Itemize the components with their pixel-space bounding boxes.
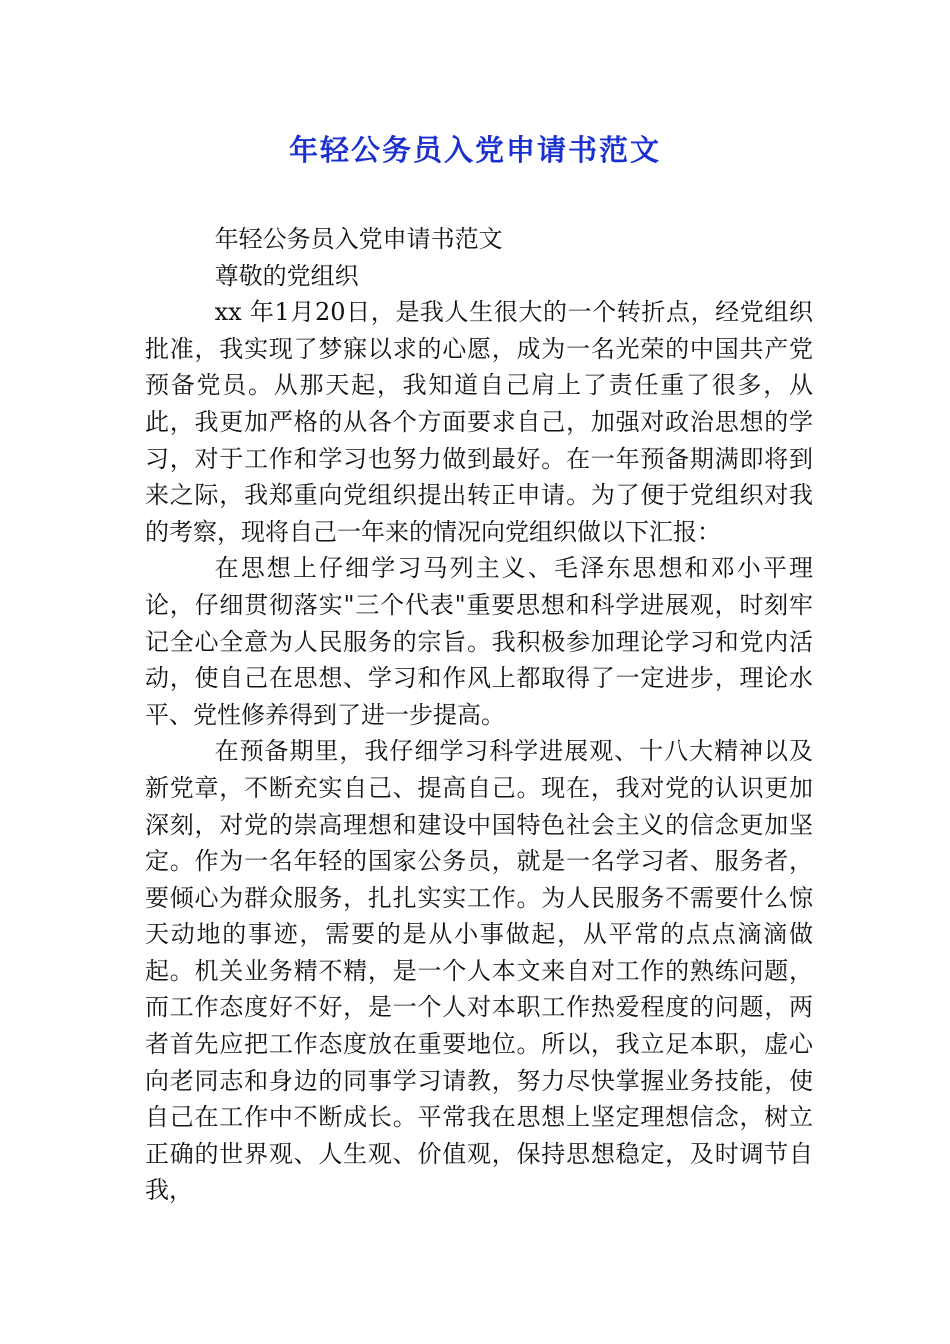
paragraph-ideology: 在思想上仔细学习马列主义、毛泽东思想和邓小平理论，仔细贯彻落实"三个代表"重要思想和科学进展观，时刻牢记全心全意为人民服务的宗旨。我积极参加理论学习和党内活动，使自己在思想、学习和作风上都取得了一定进步，理论水平、党性修养得到了进一步提高。 [145,554,813,729]
paragraph-heading: 年轻公务员入党申请书范文 [214,225,503,253]
paragraph-salutation: 尊敬的党组织 [214,261,359,290]
paragraph-probation: 在预备期里，我仔细学习科学进展观、十八大精神以及新党章，不断充实自己、提高自己。现在，我对党的认识更加深刻，对党的崇高理想和建设中国特色社会主义的信念更加坚定。作为一名年轻的国家公务员，就是一名学习者、服务者，要倾心为群众服务，扎扎实实工作。为人民服务不需要什么惊天动地的事迹，需要的是从小事做起，从平常的点点滴滴做起。机关业务精不精，是一个人本文来自对工作的熟练问题，而工作态度好不好，是一个人对本职工作热爱程度的问题，两者首先应把工作态度放在重要地位。所以，我立足本职，虚心向老同志和身边的同事学习请教，努力尽快掌握业务技能，使自己在工作中不断成长。平常我在思想上坚定理想信念，树立正确的世界观、人生观、价值观，保持思想稳定，及时调节自我， [145,737,813,1205]
document-title: 年轻公务员入党申请书范文 [288,133,661,167]
document-body [145,221,813,1209]
paragraph-intro: xx 年1月20日，是我人生很大的一个转折点，经党组织批准，我实现了梦寐以求的心愿，成为一名光荣的中国共产党预备党员。从那天起，我知道自己肩上了责任重了很多，从此，我更加严格的从各个方面要求自己，加强对政治思想的学习，对于工作和学习也努力做到最好。在一年预备期满即将到来之际，我郑重向党组织提出转正申请。为了便于党组织对我的考察，现将自己一年来的情况向党组织做以下汇报： [145,298,813,546]
